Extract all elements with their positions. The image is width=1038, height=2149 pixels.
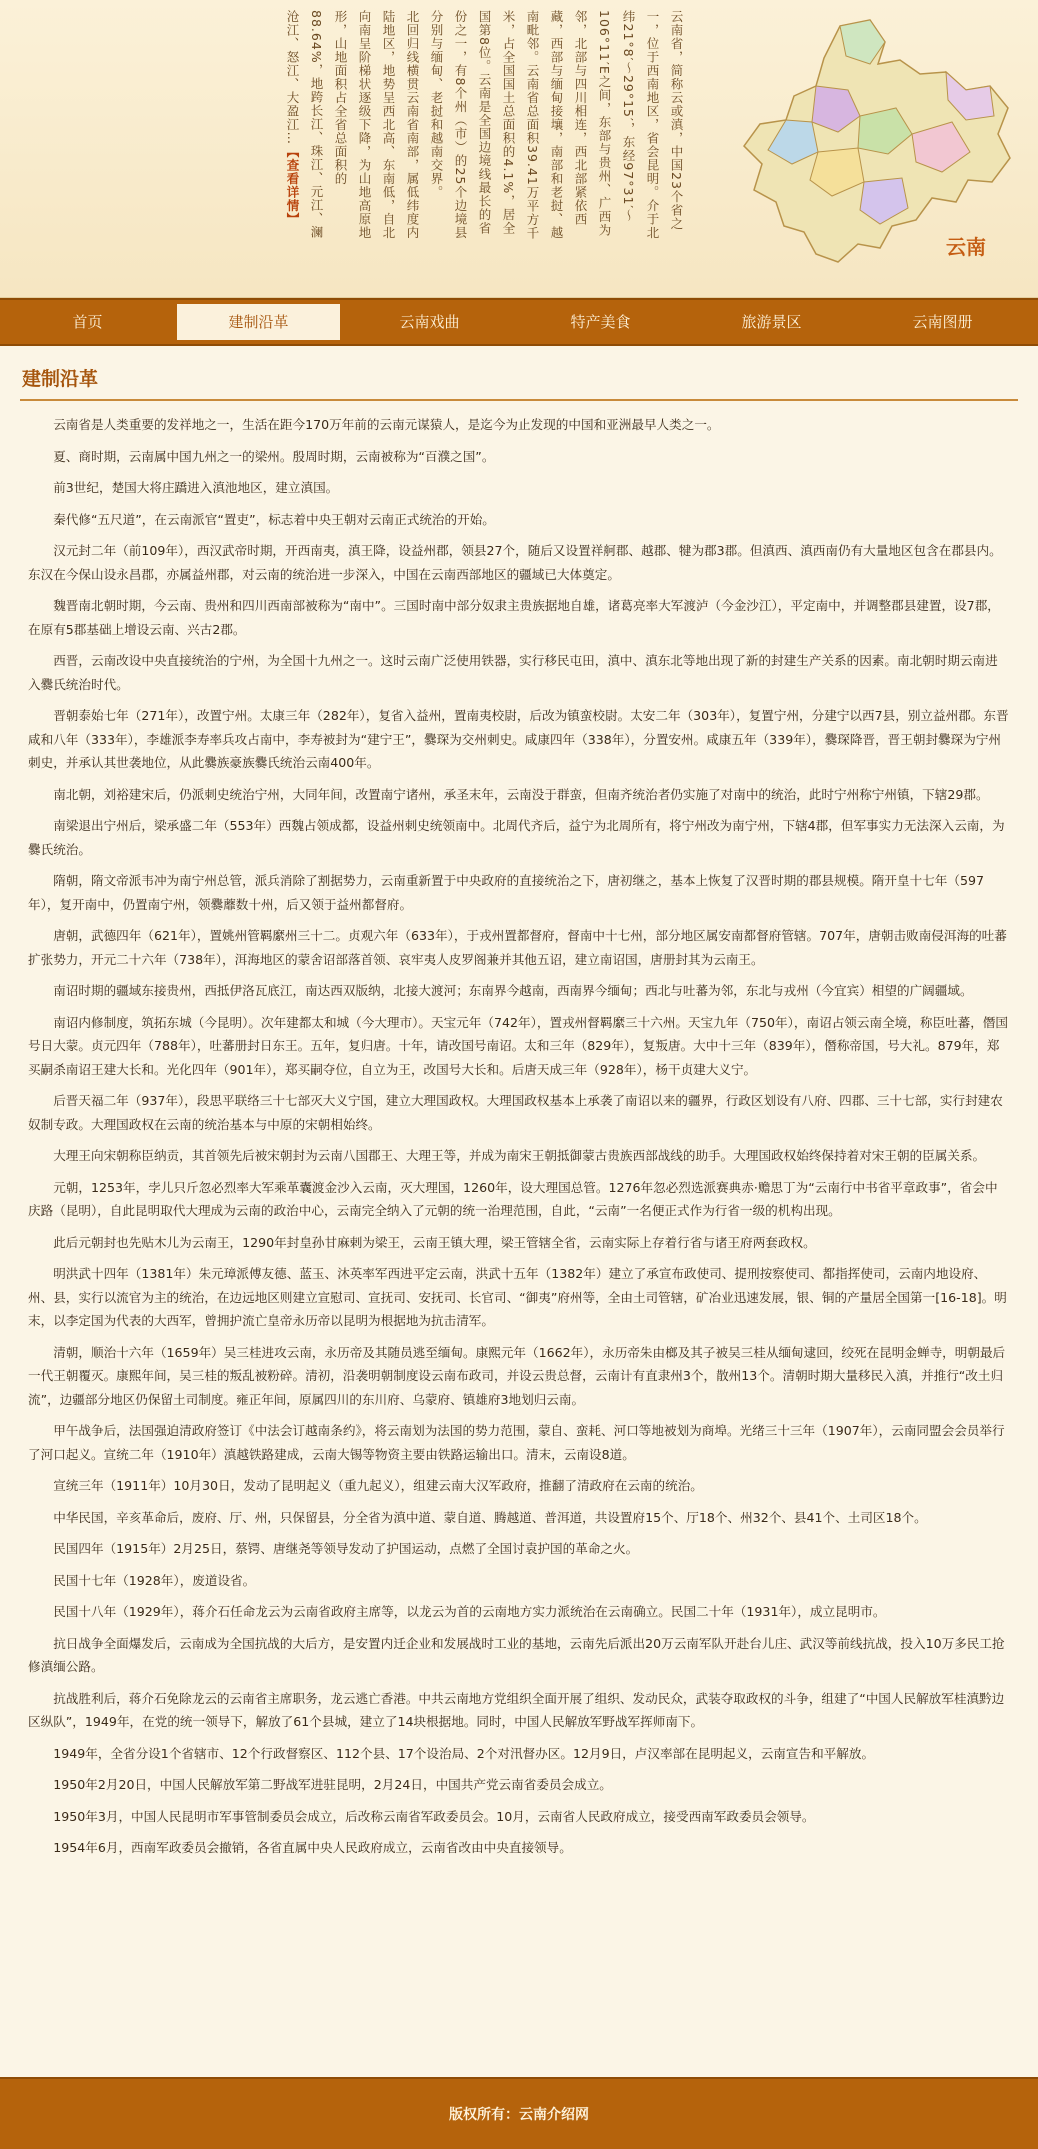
intro-column: 国第8位。云南是全国边境线最长的省: [477, 10, 492, 235]
article-paragraph: 中华民国，辛亥革命后，废府、厅、州，只保留县，分全省为滇中道、蒙自道、腾越道、普洱道，共设置府15个、厅18个、州32个、县41个、土司区18个。: [53, 1509, 927, 1525]
article-paragraph: 清朝，顺治十六年（1659年）吴三桂进攻云南，永历帝及其随员逃至缅甸。康熙元年（1662年），永历帝朱由榔及其子被吴三桂从缅甸逮回，绞死在昆明金蝉寺，明朝最后一代王朝覆灭。康熙年间，吴三桂的叛乱被粉碎。清初，沿袭明朝制度设云南布政司，并设云贵总督，云南计有直隶州3个，散州13个。清朝时期大量移民入滇，并推行“改土归流”，边疆部分地区仍保留土司制度。雍正年间，原属四川的东川府、乌蒙府、镇雄府3地划归云南。: [28, 1344, 1006, 1407]
article-paragraph: 魏晋南北朝时期，今云南、贵州和四川西南部被称为“南中”。三国时南中部分奴隶主贵族据地自雄，诸葛亮率大军渡泸（今金沙江），平定南中，并调整郡县建置，设7郡，在原有5郡基础上增设云南、兴古2郡。: [28, 598, 1000, 637]
article-paragraph: 夏、商时期，云南属中国九州之一的梁州。殷周时期，云南被称为“百濮之国”。: [53, 448, 495, 464]
article-body: [20, 413, 1018, 1860]
intro-text: [48, 10, 688, 288]
article-paragraph: 甲午战争后，法国强迫清政府签订《中法会订越南条约》，将云南划为法国的势力范围，蒙自、蛮耗、河口等地被划为商埠。光绪三十三年（1907年），云南同盟会会员举行了河口起义。宣统二年（1910年）滇越铁路建成，云南大锡等物资主要由铁路运输出口。清末，云南设8道。: [28, 1423, 1005, 1462]
map-label: 云南: [946, 235, 986, 259]
intro-column-last: [280, 10, 304, 275]
article-paragraph: 前3世纪，楚国大将庄蹻进入滇池地区，建立滇国。: [53, 480, 339, 495]
intro-column: 分别与缅甸、老挝和越南交界。: [429, 10, 444, 199]
article-paragraph: 汉元封二年（前109年），西汉武帝时期，开西南夷，滇王降，设益州郡，领县27个，随后又设置祥舸郡、越郡、犍为郡3郡。但滇西、滇西南仍有大量地区包含在郡县内。东汉在今保山设永昌郡，亦属益州郡，对云南的统治进一步深入，中国在云南西部地区的疆域已大体奠定。: [28, 543, 1002, 582]
article-paragraph: 元朝，1253年，孛儿只斤忽必烈率大军乘革囊渡金沙入云南，灭大理国，1260年，设大理国总管。1276年忽必烈选派赛典赤·赡思丁为“云南行中书省平章政事”，省会中庆路（昆明），自此昆明取代大理成为云南的政治中心，云南完全纳入了元朝的统一治理范围，自此，“云南”一名便正式作为行省一级的机构出现。: [28, 1179, 998, 1218]
nav-item-scenic[interactable]: 旅游景区: [741, 313, 802, 331]
article-paragraph: 抗战胜利后，蒋介石免除龙云的云南省主席职务，龙云逃亡香港。中共云南地方党组织全面开展了组织、发动民众，武装夺取政权的斗争，组建了“中国人民解放军桂滇黔边区纵队”，1949年，在党的统一领导下，解放了61个县城，建立了14块根据地。同时，中国人民解放军野战军挥师南下。: [28, 1690, 1005, 1729]
article-paragraph: 南北朝，刘裕建宋后，仍派刺史统治宁州，大同年间，改置南宁诸州，承圣末年，云南没于群蛮，但南齐统治者仍实施了对南中的统治，此时宁州称宁州镇，下辖29郡。: [53, 786, 989, 802]
main-content: [0, 346, 1038, 1860]
intro-column: 南毗邻。云南省总面积39.41万平方千: [525, 10, 540, 240]
intro-column: 米，占全国国土总面积的4.1%，居全: [501, 10, 516, 235]
article-paragraph: 南梁退出宁州后，梁承盛二年（553年）西魏占领成都，设益州刺史统领南中。北周代齐后，益宁为北周所有，将宁州改为南宁州，下辖4郡，但军事实力无法深入云南，为爨氏统治。: [28, 818, 1005, 857]
intro-column: 向南呈阶梯状逐级下降，为山地高原地: [357, 10, 372, 240]
article-paragraph: 大理王向宋朝称臣纳贡，其首领先后被宋朝封为云南八国郡王、大理王等，并成为南宋王朝抵御蒙古贵族西部战线的助手。大理国政权始终保持着对宋王朝的臣属关系。: [53, 1148, 986, 1163]
article-paragraph: 民国四年（1915年）2月25日，蔡锷、唐继尧等领导发动了护国运动，点燃了全国讨袁护国的革命之火。: [53, 1541, 639, 1556]
header-banner: [0, 0, 1038, 298]
intro-column: 云南省，简称云或滇，中国23个省之: [669, 10, 684, 231]
intro-column: 形，山地面积占全省总面积的: [333, 10, 348, 186]
article-paragraph: 秦代修“五尺道”，在云南派官“置吏”，标志着中央王朝对云南正式统治的开始。: [53, 511, 495, 527]
article-paragraph: 民国十七年（1928年），废道设省。: [53, 1572, 256, 1588]
article-paragraph: 明洪武十四年（1381年）朱元璋派傅友德、蓝玉、沐英率军西进平定云南，洪武十五年（1382年）建立了承宣布政使司、提刑按察使司、都指挥使司，云南内地设府、州、县，实行以流官为主的统治，在边远地区则建立宣慰司、宣抚司、安抚司、长官司、“御夷”府州等，全由土司管辖，矿冶业迅速发展，银、铜的产量居全国第一[16-18]。明末，以李定国为代表的大西军，曾拥护流亡皇帝永历帝以昆明为根据地为抗击清军。: [28, 1266, 1007, 1328]
intro-column: 纬21°8′～29°15′，东经97°31′～: [621, 10, 636, 223]
intro-column: 藏，西部与缅甸接壤，南部和老挝、越: [549, 10, 564, 240]
article-paragraph: 南诏内修制度，筑拓东城（今昆明）。次年建都太和城（今大理市）。天宝元年（742年），置戎州督羁縻三十六州。天宝九年（750年），南诏占领云南全境，称臣吐蕃，僭国号日大蒙。贞元四年（788年），吐蕃册封日东王。五年，复归唐。十年，请改国号南诏。太和三年（829年），复叛唐。大中十三年（839年），僭称帝国，号大礼。879年，郑买嗣杀南诏王建大长和。光化四年（901年），郑买嗣夺位，自立为王，改国号大长和。后唐天成三年（928年），杨干贞建大义宁。: [28, 1014, 1009, 1077]
article-paragraph: 唐朝，武德四年（621年），置姚州管羁縻州三十二。贞观六年（633年），于戎州置都督府，督南中十七州，部分地区属安南都督府管辖。707年，唐朝击败南侵洱海的吐蕃扩张势力，开元二十六年（738年），洱海地区的蒙舍诏部落首领、哀牢夷人皮罗阁兼并其他五诏，建立南诏国，唐册封其为云南王。: [28, 928, 1007, 967]
nav-item-home[interactable]: 首页: [72, 313, 103, 331]
article-paragraph: 西晋，云南改设中央直接统治的宁州，为全国十九州之一。这时云南广泛使用铁器，实行移民屯田，滇中、滇东北等地出现了新的封建生产关系的因素。南北朝时期云南进入爨氏统治时代。: [28, 653, 998, 692]
intro-column: 份之一，有8个州（市）的25个边境县: [453, 10, 468, 240]
intro-column: 88.64%，地跨长江、珠江、元江、澜: [309, 10, 324, 240]
article-paragraph: 抗日战争全面爆发后，云南成为全国抗战的大后方，是安置内迁企业和发展战时工业的基地，云南先后派出20万云南军队开赴台儿庄、武汉等前线抗战，投入10万多民工抢修滇缅公路。: [28, 1635, 1005, 1674]
intro-column: 北回归线横贯云南省南部，属低纬度内: [405, 10, 420, 240]
nav-item-food[interactable]: 特产美食: [570, 313, 631, 331]
nav-item-opera[interactable]: 云南戏曲: [399, 313, 460, 331]
nav-item-gallery[interactable]: 云南图册: [912, 313, 973, 331]
yunnan-map: [720, 12, 1026, 282]
footer: 版权所有：云南介绍网: [0, 2077, 1038, 2149]
page-title: 建制沿革: [20, 360, 1018, 401]
article-paragraph: 云南省是人类重要的发祥地之一，生活在距今170万年前的云南元谋猿人，是迄今为止发现的中国和亚洲最早人类之一。: [53, 417, 720, 432]
article-paragraph: 民国十八年（1929年），蒋介石任命龙云为云南省政府主席等，以龙云为首的云南地方实力派统治在云南确立。民国二十年（1931年），成立昆明市。: [53, 1604, 886, 1619]
article-paragraph: 晋朝泰始七年（271年），改置宁州。太康三年（282年），复省入益州，置南夷校尉，后改为镇蛮校尉。太安二年（303年），复置宁州，分建宁以西7县，别立益州郡。东晋咸和八年（333年），李雄派李寿率兵攻占南中，李寿被封为“建宁王”，爨琛为交州刺史。咸康四年（338年），分置安州。咸康五年（339年），爨琛降晋，晋王朝封爨琛为宁州刺史，并承认其世袭地位，从此爨族豪族爨氏统治云南400年。: [28, 708, 1009, 770]
article-paragraph: 宣统三年（1911年）10月30日，发动了昆明起义（重九起义），组建云南大汉军政府，推翻了清政府在云南的统治。: [53, 1478, 703, 1493]
article-paragraph: 隋朝，隋文帝派韦冲为南宁州总管，派兵消除了割据势力，云南重新置于中央政府的直接统治之下，唐初继之，基本上恢复了汉晋时期的郡县规模。隋开皇十七年（597年），复开南中，仍置南宁州，领爨蘼数十州，后又领于益州都督府。: [28, 873, 984, 912]
article-paragraph: 1949年，全省分设1个省辖市、12个行政督察区、112个县、17个设治局、2个对汛督办区。12月9日，卢汉率部在昆明起义，云南宣告和平解放。: [53, 1745, 875, 1761]
article-paragraph: 1950年2月20日，中国人民解放军第二野战军进驻昆明，2月24日，中国共产党云南省委员会成立。: [53, 1777, 612, 1792]
intro-column: 106°11′E之间，东部与贵州、广西为: [597, 10, 612, 237]
article-paragraph: 后晋天福二年（937年），段思平联络三十七部灭大义宁国，建立大理国政权。大理国政权基本上承袭了南诏以来的疆界，行政区划设有八府、四郡、三十七部，实行封建农奴制专政。大理国政权在云南的统治基本与中原的宋朝相始终。: [28, 1093, 1003, 1132]
intro-column: 陆地区，地势呈西北高、东南低，自北: [381, 10, 396, 240]
article-paragraph: 南诏时期的疆域东接贵州，西抵伊洛瓦底江，南达西双版纳，北接大渡河；东南界今越南，西南界今缅甸；西北与吐蕃为邻，东北与戎州（今宜宾）相望的广阔疆域。: [53, 983, 973, 998]
intro-column-text: 沧江、怒江、大盈江…: [285, 10, 300, 145]
article-paragraph: 此后元朝封也先贴木儿为云南王，1290年封皇孙甘麻剌为梁王，云南王镇大理，梁王管辖全省，云南实际上存着行省与诸王府两套政权。: [53, 1234, 816, 1250]
main-nav: [0, 298, 1038, 346]
nav-item-history[interactable]: 建制沿革: [177, 304, 340, 340]
intro-column: 邻，北部与四川相连，西北部紧依西: [573, 10, 588, 226]
article-paragraph: 1950年3月，中国人民昆明市军事管制委员会成立，后改称云南省军政委员会。10月，云南省人民政府成立，接受西南军政委员会领导。: [53, 1808, 815, 1824]
view-details-link[interactable]: 【查看详情】: [285, 145, 300, 226]
article-paragraph: 1954年6月，西南军政委员会撤销，各省直属中央人民政府成立，云南省改由中央直接领导。: [53, 1840, 572, 1855]
intro-column: 一，位于西南地区，省会昆明。介于北: [645, 10, 660, 240]
